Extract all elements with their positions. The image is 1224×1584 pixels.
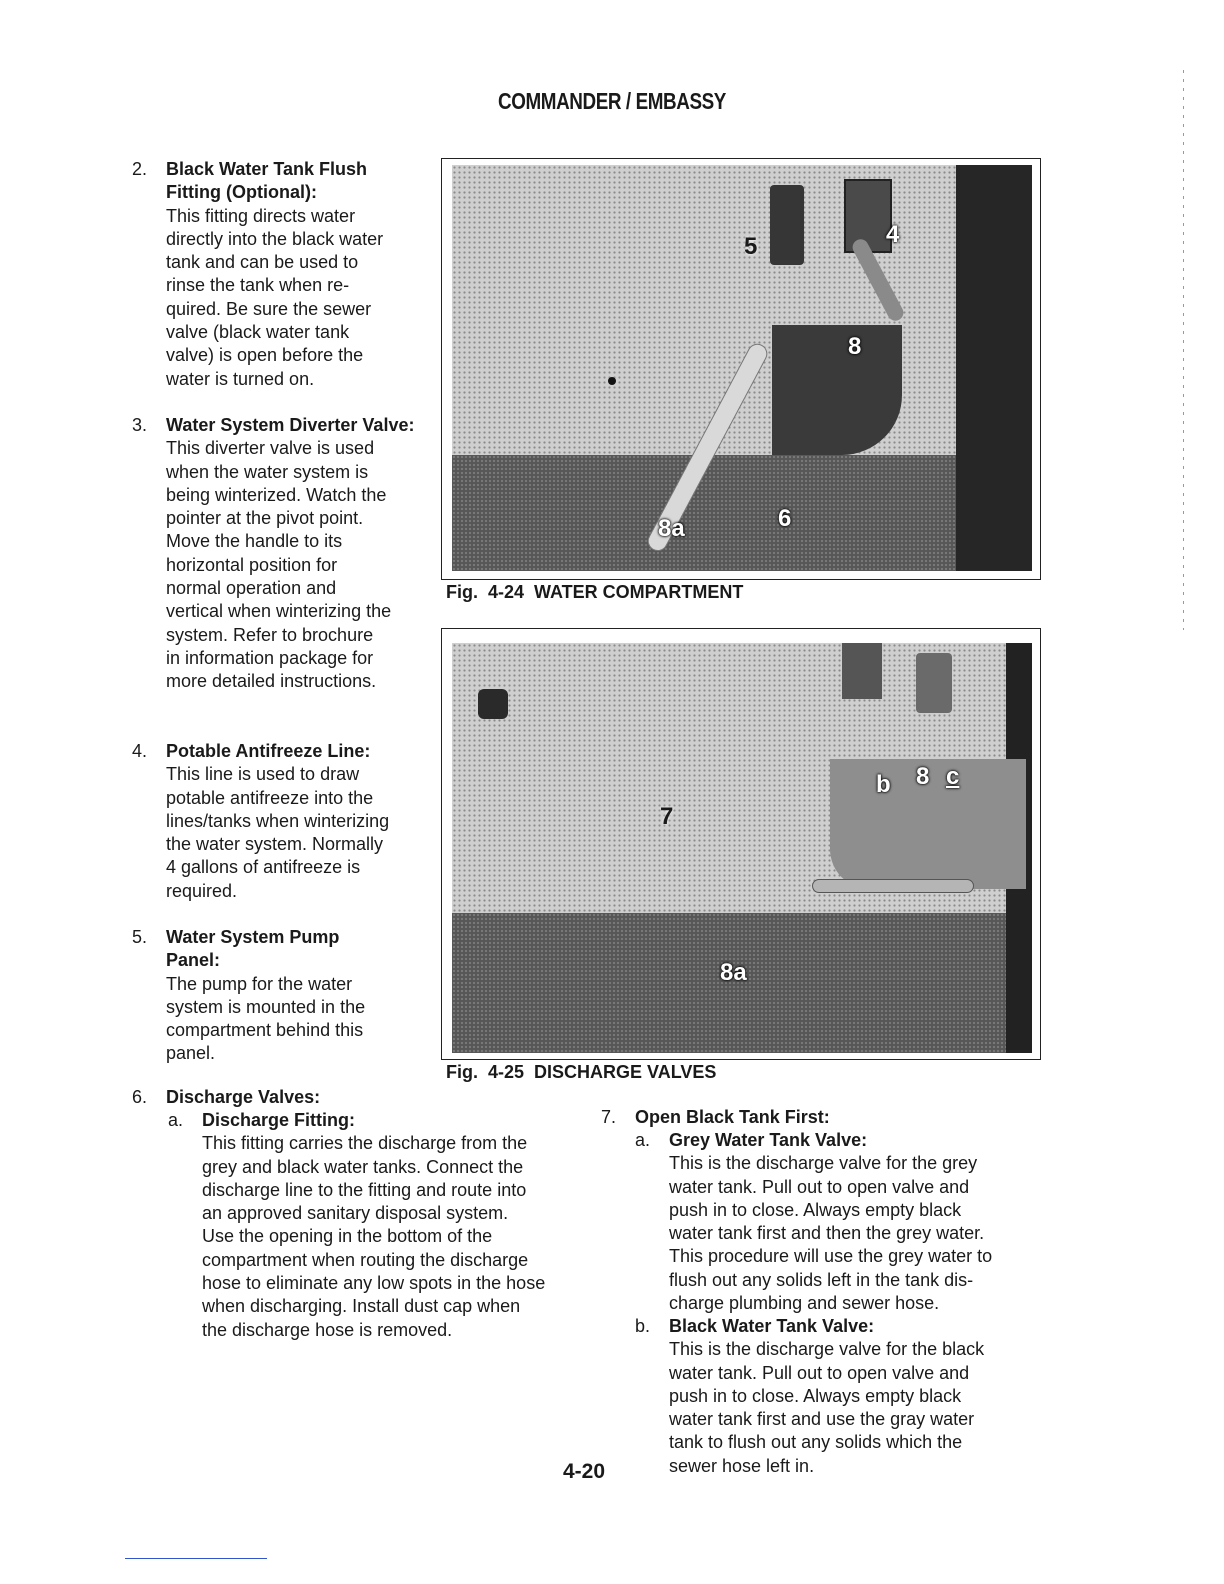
sub-item-letter: a. xyxy=(635,1130,651,1150)
item-number: 2. xyxy=(132,159,148,179)
page-number: 4-20 xyxy=(563,1460,606,1483)
flush-fitting xyxy=(770,185,804,265)
valve-recess xyxy=(772,325,902,455)
right-door-frame xyxy=(956,165,1032,571)
item-title: Water System Diverter Valve: xyxy=(166,415,415,435)
sub-item xyxy=(635,1129,1049,1315)
antifreeze-fitting xyxy=(844,179,892,253)
callout-8: 8 xyxy=(916,763,930,790)
figure-caption: Fig. 4-25 DISCHARGE VALVES xyxy=(446,1062,717,1082)
sub-item-body: This is the discharge valve for the black water tank. Pull out to open valve and push in to close. Always empty black water tank first and use the gray water tank to flush out any solids which the sewer hose left in. xyxy=(669,1339,985,1476)
sub-item-letter: a. xyxy=(168,1110,184,1130)
callout-8a: 8a xyxy=(720,959,747,986)
item-body: This fitting directs water directly into the black water tank and can be used to rinse the tank when re- quired. Be sure the sewer valve (black water tank valve) is open before the water is turned on. xyxy=(166,205,384,389)
valve-handle-dot xyxy=(608,377,616,385)
figure-water-compartment xyxy=(441,158,1041,580)
list-item xyxy=(601,1106,1055,1129)
top-fitting-2 xyxy=(916,653,952,713)
item-title: Potable Antifreeze Line: xyxy=(166,741,371,761)
item-number: 7. xyxy=(601,1107,617,1127)
top-fitting xyxy=(842,643,882,699)
callout-7: 7 xyxy=(660,803,674,830)
item-number: 4. xyxy=(132,741,148,761)
item-number: 6. xyxy=(132,1087,148,1107)
callout-8: 8 xyxy=(848,333,862,360)
photo-discharge-valves xyxy=(452,643,1032,1053)
item-title: Open Black Tank First: xyxy=(635,1107,830,1127)
callout-5: 5 xyxy=(744,233,758,260)
page-header: COMMANDER / EMBASSY xyxy=(498,88,726,114)
sub-item-title: Grey Water Tank Valve: xyxy=(669,1130,868,1150)
list-item xyxy=(132,414,426,694)
figure-caption: Fig. 4-24 WATER COMPARTMENT xyxy=(446,582,744,602)
item-number: 3. xyxy=(132,415,148,435)
callout-b: b xyxy=(876,771,891,798)
sub-item-title: Discharge Fitting: xyxy=(202,1110,356,1130)
item-number: 5. xyxy=(132,927,148,947)
footer-rule xyxy=(125,1558,267,1559)
item-title: Discharge Valves: xyxy=(166,1087,321,1107)
photo-water-compartment xyxy=(452,165,1032,571)
item-title: Water System Pump Panel: xyxy=(166,927,340,971)
sub-item-body: This fitting carries the discharge from the grey and black water tanks. Connect the discharge line to the fitting and route into an approved sanitary disposal system. Use the opening in the bottom of the compartment when routing the discharge hose to eliminate any low spots in the hose when discharging. Install dust cap when the discharge hose is removed. xyxy=(202,1133,546,1340)
callout-6: 6 xyxy=(778,505,792,532)
sub-item-body: This is the discharge valve for the grey water tank. Pull out to open valve and push in to close. Always empty black water tank first and then the grey water. This procedure will use the grey water to flush out any solids left in the tank dis- charge plumbing and sewer hose. xyxy=(669,1153,993,1314)
scan-edge-artifact xyxy=(1183,70,1184,630)
list-item xyxy=(132,740,426,903)
figure-discharge-valves xyxy=(441,628,1041,1060)
list-item xyxy=(132,926,386,1066)
callout-c: c xyxy=(946,763,960,790)
list-item xyxy=(132,1086,586,1109)
callout-8a: 8a xyxy=(658,515,685,542)
sub-item-letter: b. xyxy=(635,1316,651,1336)
item-body: This line is used to draw potable antifreeze into the lines/tanks when winterizing the water system. Normally 4 gallons of antifreeze is required. xyxy=(166,764,390,901)
sub-item xyxy=(635,1315,1049,1478)
sub-item-title: Black Water Tank Valve: xyxy=(669,1316,875,1336)
pump-panel-knob xyxy=(478,689,508,719)
callout-4: 4 xyxy=(886,221,900,248)
list-item xyxy=(132,158,426,391)
flex-hose xyxy=(812,879,974,893)
item-title: Black Water Tank Flush Fitting (Optional): xyxy=(166,159,368,203)
item-body: This diverter valve is used when the water system is being winterized. Watch the pointer at the pivot point. Move the handle to its horizontal position for normal operation and vertical when winterizing the system. Refer to brochure in information package for more detailed instructions. xyxy=(166,438,392,692)
sub-item xyxy=(168,1109,592,1342)
item-body: The pump for the water system is mounted in the compartment behind this panel. xyxy=(166,973,366,1064)
